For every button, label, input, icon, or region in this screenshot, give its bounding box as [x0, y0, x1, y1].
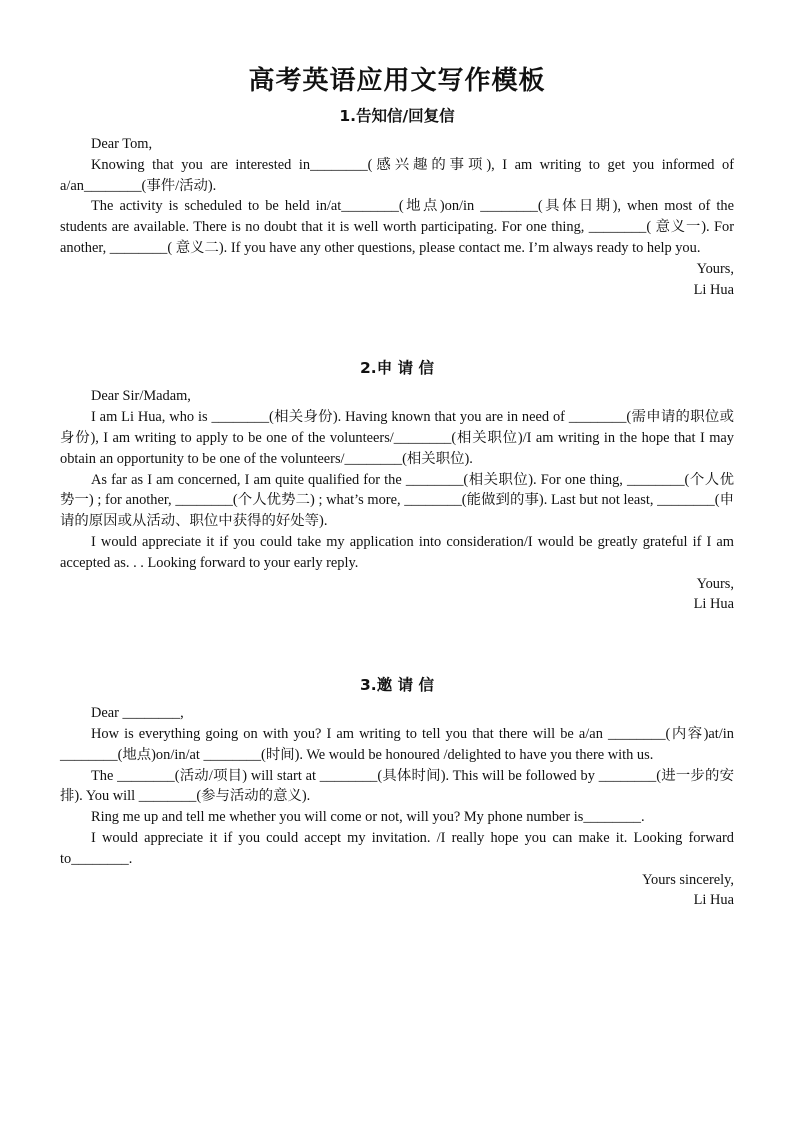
letter-body	[60, 386, 734, 615]
salutation: Dear Sir/Madam,	[91, 388, 191, 405]
signature: Li Hua	[693, 281, 734, 298]
paragraph: How is everything going on with you? I am writing to tell you that there will be a/an ________(内容)at/in ________(地点)on/in/at ________(时间). We would be honoured /delighted to have you there with us.	[60, 725, 734, 763]
section-notice-letter	[60, 104, 734, 300]
section-heading: 3.邀 请 信	[360, 676, 434, 695]
closing: Yours,	[696, 575, 734, 592]
document-page	[60, 62, 734, 911]
paragraph: As far as I am concerned, I am quite qualified for the ________(相关职位). For one thing, ________(个人优势一) ; for another, ________(个人优势二) ; what’s more, ________(能做到的事). Last but not least, ________(申请的原因或从活动、职位中获得的好处等).	[60, 471, 734, 530]
closing: Yours,	[696, 260, 734, 277]
section-heading: 2.申 请 信	[360, 359, 434, 378]
paragraph: Knowing that you are interested in________(感兴趣的事项), I am writing to get you informed of a/an________(事件/活动).	[60, 156, 734, 194]
paragraph: Ring me up and tell me whether you will come or not, will you? My phone number is________.	[91, 809, 645, 826]
paragraph: I would appreciate it if you could accept my invitation. /I really hope you can make it. Looking forward to________.	[60, 829, 734, 867]
letter-body	[60, 703, 734, 911]
salutation: Dear ________,	[91, 705, 184, 722]
signature: Li Hua	[693, 596, 734, 613]
salutation: Dear Tom,	[91, 136, 153, 152]
paragraph: The activity is scheduled to be held in/at________(地点)on/in ________(具体日期), when most of the students are available. There is no doubt that it is well worth participating. For one thing, ________( 意义一). For another, ________( 意义二). If you have any other questions, please contact me. I’m always ready to help you.	[60, 198, 734, 256]
section-heading: 1.告知信/回复信	[339, 107, 455, 125]
letter-body	[60, 134, 734, 300]
section-invitation-letter	[60, 673, 734, 911]
closing: Yours sincerely,	[642, 871, 734, 888]
signature: Li Hua	[693, 892, 734, 909]
paragraph: I am Li Hua, who is ________(相关身份). Having known that you are in need of ________(需申请的职位或身份), I am writing to apply to be one of the volunteers/________(相关职位)/I am writing in the hope that I may obtain an opportunity to be one of the volunteers/________(相关职位).	[60, 409, 734, 467]
section-application-letter	[60, 356, 734, 615]
paragraph: I would appreciate it if you could take my application into consideration/I would be greatly grateful if I am accepted as. . . Looking forward to your early reply.	[60, 533, 734, 571]
document-title: 高考英语应用文写作模板	[248, 66, 546, 96]
paragraph: The ________(活动/项目) will start at ________(具体时间). This will be followed by ________(进一步的安排). You will ________(参与活动的意义).	[60, 767, 734, 805]
